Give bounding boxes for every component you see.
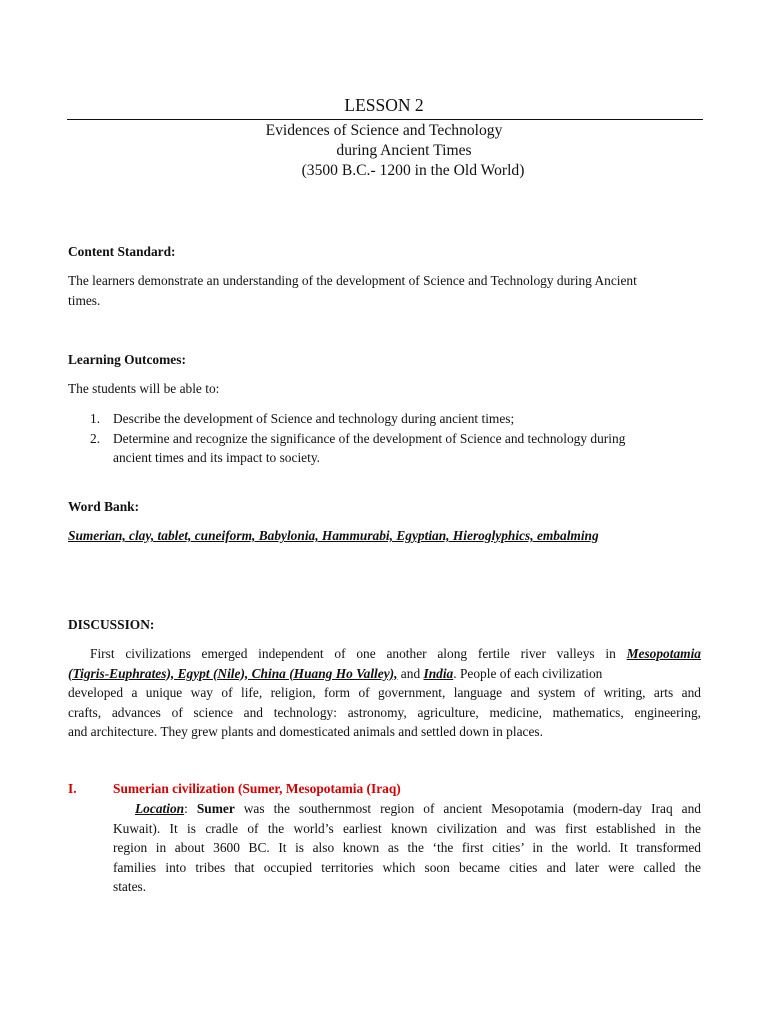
- discussion-emphasis-rivers: (Tigris-Euphrates), Egypt (Nile), China (Huang Ho Valley),: [68, 665, 398, 681]
- learning-outcomes-list: [90, 409, 701, 468]
- content-standard-line-2: times.: [68, 292, 101, 308]
- subtitle-line-1: Evidences of Science and Technology: [265, 122, 503, 139]
- section-text: was the southernmost region of ancient Mesopotamia (modern-day Iraq and: [234, 801, 701, 816]
- sumer-term: Sumer: [196, 801, 235, 816]
- list-item-text: Describe the development of Science and technology during ancient times;: [113, 411, 515, 426]
- discussion-line-3: developed a unique way of life, religion, form of government, language and system of writing, arts and: [68, 685, 701, 700]
- section-line-4: families into tribes that occupied territories which soon became cities and later were called the: [113, 859, 701, 875]
- discussion-text: and: [397, 665, 424, 681]
- subtitle-line-3: (3500 B.C.- 1200 in the Old World): [301, 162, 525, 179]
- lesson-subtitle: [0, 121, 768, 181]
- discussion-line-4: crafts, advances of science and technology: astronomy, agriculture, medicine, mathematics, engineering,: [68, 704, 701, 720]
- discussion-line-5: and architecture. They grew plants and domesticated animals and settled down in places.: [68, 724, 543, 739]
- section-number: I.: [68, 781, 77, 796]
- section-line-3: region in about 3600 BC. It is also known as the ‘the first cities’ in the world. It transformed: [113, 840, 701, 855]
- discussion-emphasis-india: India: [423, 665, 454, 681]
- list-item-number: 1.: [90, 411, 101, 426]
- list-item: [90, 409, 701, 429]
- section-title: Sumerian civilization (Sumer, Mesopotamia (Iraq): [113, 781, 401, 796]
- list-item-number: 2.: [90, 430, 101, 446]
- learning-outcomes-heading: Learning Outcomes:: [68, 352, 186, 367]
- section-line-1: [113, 799, 701, 819]
- section-line-2: Kuwait). It is cradle of the world’s earliest known civilization and was first established in the: [113, 820, 701, 836]
- content-standard-line-1: The learners demonstrate an understanding of the development of Science and Technology during Ancient: [68, 273, 637, 288]
- learning-outcomes-intro: The students will be able to:: [68, 381, 220, 396]
- list-item-text: Determine and recognize the significance of the development of Science and technology during: [113, 430, 626, 446]
- word-bank-terms: Sumerian, clay, tablet, cuneiform, Babylonia, Hammurabi, Egyptian, Hieroglyphics, embalming: [68, 528, 599, 543]
- subtitle-line-2: during Ancient Times: [336, 142, 472, 159]
- discussion-line-1: [68, 644, 701, 664]
- discussion-paragraph: [68, 644, 701, 742]
- discussion-emphasis-mesopotamia: Mesopotamia: [626, 646, 701, 661]
- discussion-heading: DISCUSSION:: [68, 617, 155, 632]
- section-line-5: states.: [113, 879, 147, 894]
- discussion-text: . People of each civilization: [453, 665, 603, 681]
- list-item-text-cont: ancient times and its impact to society.: [113, 450, 321, 465]
- section-body: [113, 799, 701, 897]
- discussion-text: First civilizations emerged independent of one another along fertile river valleys in: [90, 646, 627, 661]
- word-bank-heading: Word Bank:: [68, 499, 140, 514]
- lesson-title: LESSON 2: [344, 95, 424, 115]
- content-standard-text: [68, 271, 701, 310]
- content-standard-heading: Content Standard:: [68, 244, 176, 259]
- title-rule: [67, 119, 703, 120]
- list-item: [90, 429, 701, 468]
- location-label: Location: [135, 801, 185, 816]
- section-text: :: [184, 801, 197, 816]
- discussion-line-2: [68, 664, 701, 684]
